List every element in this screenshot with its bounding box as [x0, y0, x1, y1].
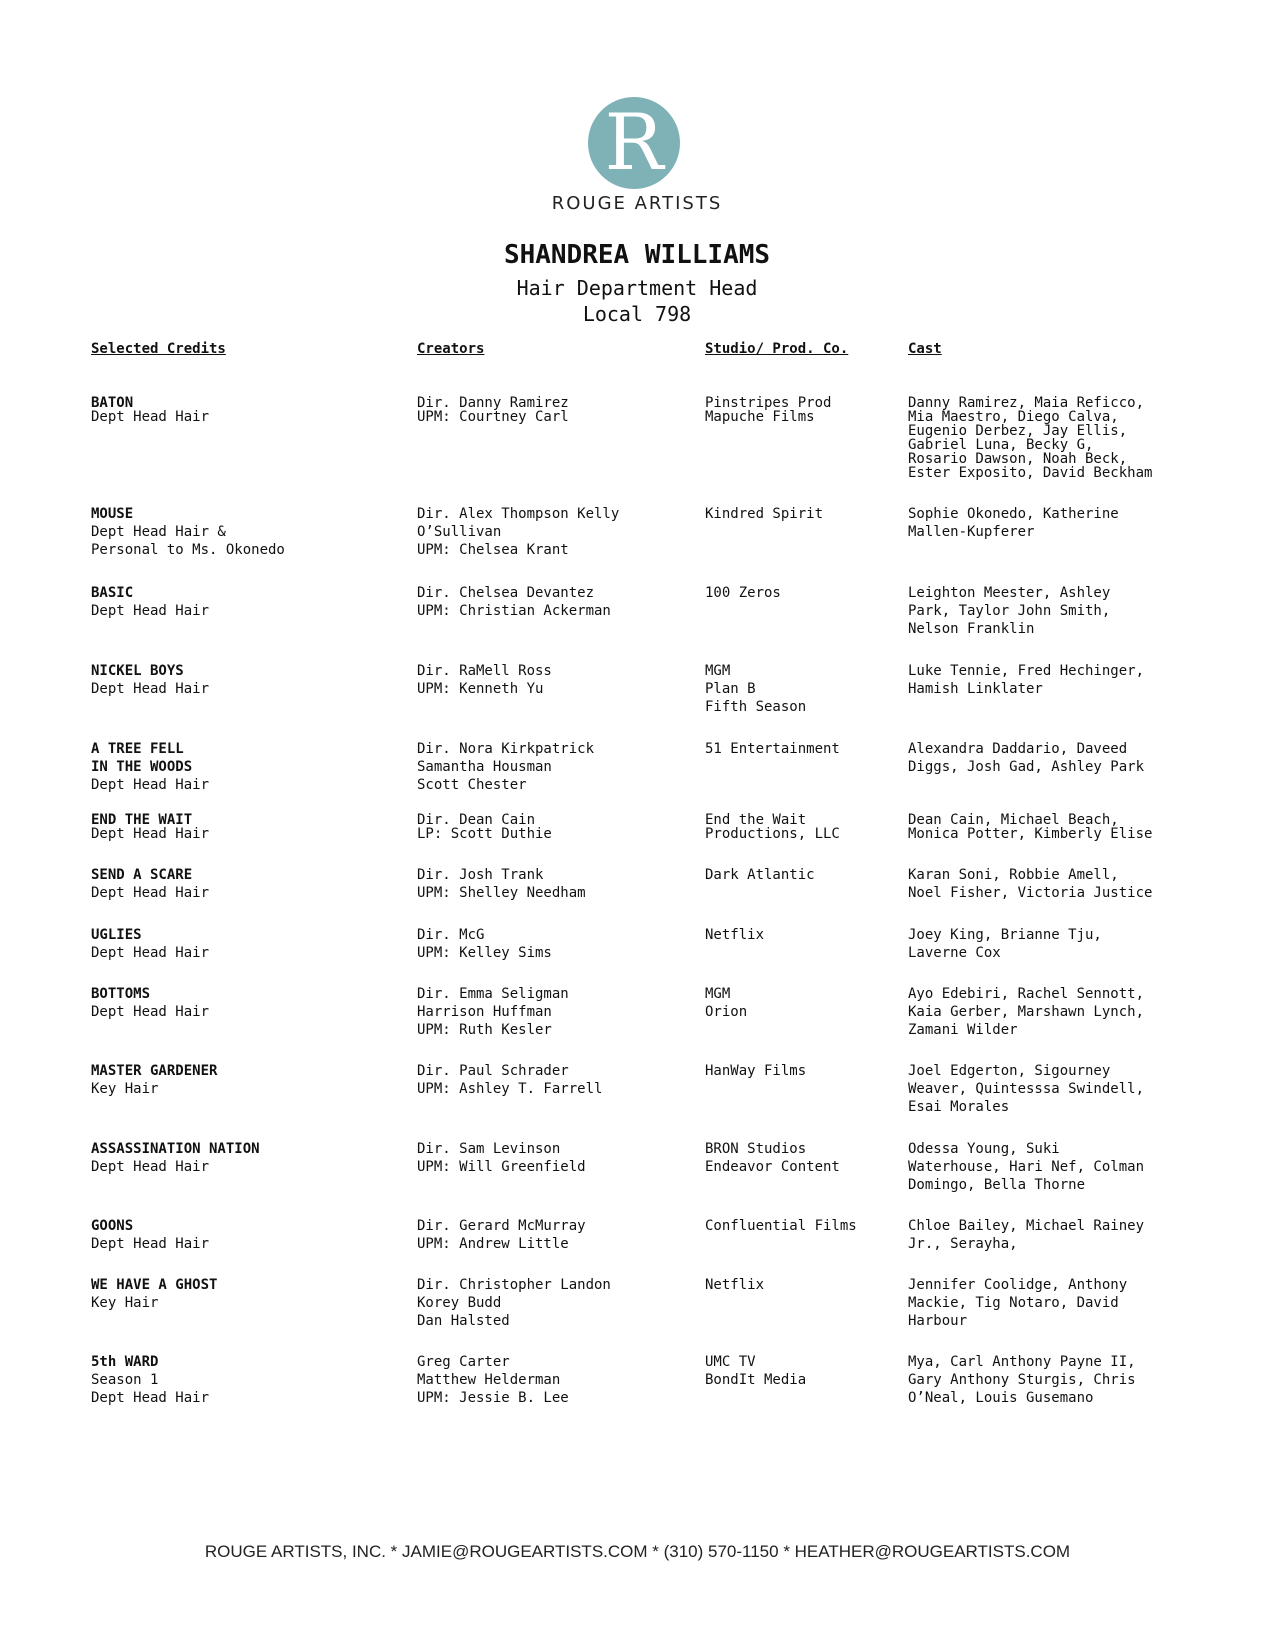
- credit-cast-line: Luke Tennie, Fred Hechinger,: [908, 663, 1145, 679]
- credit-cast-cell: [908, 1276, 1127, 1330]
- credit-creators-line: UPM: Andrew Little: [417, 1236, 569, 1252]
- credit-studio-line: Dark Atlantic: [705, 867, 815, 883]
- credit-studio-line: HanWay Films: [705, 1063, 807, 1079]
- credit-creators-line: Dir. Emma Seligman: [417, 986, 569, 1002]
- credit-studio-cell: [705, 1062, 806, 1080]
- artist-subtitle: [337, 275, 937, 327]
- credit-title: BATON: [91, 395, 134, 411]
- credit-role: Dept Head Hair &: [91, 524, 226, 540]
- credit-title: WE HAVE A GHOST: [91, 1277, 218, 1293]
- credit-studio-line: Endeavor Content: [705, 1159, 840, 1175]
- credit-role: Dept Head Hair: [91, 603, 210, 619]
- credit-creators-line: Korey Budd: [417, 1295, 502, 1311]
- credit-creators-line: Scott Chester: [417, 777, 527, 793]
- credit-creators-cell: [417, 1062, 602, 1098]
- credit-cast-line: Gary Anthony Sturgis, Chris: [908, 1372, 1136, 1388]
- credit-studio-cell: [705, 813, 840, 841]
- credit-studio-line: BRON Studios: [705, 1141, 807, 1157]
- credit-studio-line: MGM: [705, 663, 731, 679]
- credit-cast-line: Odessa Young, Suki: [908, 1141, 1060, 1157]
- credit-title-cell: [91, 662, 209, 698]
- credit-creators-line: Dir. Chelsea Devantez: [417, 585, 595, 601]
- credit-creators-cell: [417, 1217, 586, 1253]
- credit-creators-line: LP: Scott Duthie: [417, 826, 552, 842]
- credit-role: Dept Head Hair: [91, 681, 210, 697]
- artist-name: SHANDREA WILLIAMS: [503, 240, 771, 270]
- credit-studio-cell: [705, 662, 806, 716]
- credit-creators-line: Dir. Josh Trank: [417, 867, 544, 883]
- credit-cast-line: Domingo, Bella Thorne: [908, 1177, 1086, 1193]
- credit-studio-line: End the Wait: [705, 812, 807, 828]
- rouge-artists-logo: [588, 97, 680, 189]
- credit-cast-line: Alexandra Daddario, Daveed: [908, 741, 1128, 757]
- credit-title-cell: [91, 813, 209, 841]
- credit-cast-line: Noel Fisher, Victoria Justice: [908, 885, 1153, 901]
- credit-title: UGLIES: [91, 927, 142, 943]
- credit-cast-line: Eugenio Derbez, Jay Ellis,: [908, 423, 1128, 439]
- credit-creators-line: Dir. Danny Ramirez: [417, 395, 569, 411]
- credit-title: A TREE FELL: [91, 741, 184, 757]
- credit-cast-cell: [908, 662, 1144, 698]
- credit-creators-cell: [417, 740, 594, 794]
- credit-studio-cell: [705, 1276, 764, 1294]
- credit-title: MASTER GARDENER: [91, 1063, 218, 1079]
- credit-cast-line: Diggs, Josh Gad, Ashley Park: [908, 759, 1145, 775]
- credit-studio-line: BondIt Media: [705, 1372, 807, 1388]
- credit-cast-line: Dean Cain, Michael Beach,: [908, 812, 1119, 828]
- logo-letter: R: [604, 98, 664, 188]
- contact-footer: ROUGE ARTISTS, INC. * JAMIE@ROUGEARTISTS.COM * (310) 570-1150 * HEATHER@ROUGEARTISTS.COM: [204, 1542, 1071, 1561]
- credit-cast-line: Waterhouse, Hari Nef, Colman: [908, 1159, 1145, 1175]
- credit-cast-line: Mallen-Kupferer: [908, 524, 1035, 540]
- credit-studio-cell: [705, 1140, 840, 1176]
- credit-cast-line: Mackie, Tig Notaro, David: [908, 1295, 1119, 1311]
- credit-studio-cell: [705, 866, 815, 884]
- credit-creators-line: Dir. McG: [417, 927, 485, 943]
- credit-title: ASSASSINATION NATION: [91, 1141, 260, 1157]
- credit-cast-line: Zamani Wilder: [908, 1022, 1018, 1038]
- credit-cast-line: Hamish Linklater: [908, 681, 1043, 697]
- credit-cast-line: Jr., Serayha,: [908, 1236, 1018, 1252]
- credit-cast-line: O’Neal, Louis Gusemano: [908, 1390, 1094, 1406]
- credit-studio-cell: [705, 584, 781, 602]
- credit-cast-line: Joey King, Brianne Tju,: [908, 927, 1102, 943]
- credit-studio-line: Netflix: [705, 1277, 765, 1293]
- credit-title-cell: [91, 1217, 209, 1253]
- credit-studio-line: MGM: [705, 986, 731, 1002]
- credit-creators-line: UPM: Courtney Carl: [417, 409, 569, 425]
- credit-studio-line: Orion: [705, 1004, 748, 1020]
- credit-creators-cell: [417, 1140, 586, 1176]
- credit-cast-line: Harbour: [908, 1313, 968, 1329]
- credit-creators-cell: [417, 662, 552, 698]
- credit-cast-line: Kaia Gerber, Marshawn Lynch,: [908, 1004, 1145, 1020]
- credit-cast-line: Sophie Okonedo, Katherine: [908, 506, 1119, 522]
- credit-cast-cell: [908, 813, 1152, 841]
- credit-creators-line: UPM: Jessie B. Lee: [417, 1390, 569, 1406]
- credit-creators-line: UPM: Shelley Needham: [417, 885, 586, 901]
- credit-cast-line: Ester Exposito, David Beckham: [908, 465, 1153, 481]
- credit-creators-line: UPM: Ashley T. Farrell: [417, 1081, 603, 1097]
- credit-title: MOUSE: [91, 506, 134, 522]
- credit-studio-cell: [705, 1217, 857, 1235]
- credit-creators-cell: [417, 584, 611, 620]
- credit-creators-cell: [417, 926, 552, 962]
- credit-studio-cell: [705, 926, 764, 944]
- credit-creators-cell: [417, 1276, 611, 1330]
- credit-title-cell: [91, 1276, 217, 1312]
- credit-creators-cell: [417, 1353, 569, 1407]
- credit-role: Dept Head Hair: [91, 1159, 210, 1175]
- credit-creators-line: Dir. Paul Schrader: [417, 1063, 569, 1079]
- credit-creators-cell: [417, 985, 569, 1039]
- credit-creators-line: UPM: Will Greenfield: [417, 1159, 586, 1175]
- credit-studio-line: Confluential Films: [705, 1218, 857, 1234]
- credit-title: BASIC: [91, 585, 134, 601]
- credit-creators-cell: [417, 505, 619, 559]
- credit-creators-line: Dir. Alex Thompson Kelly: [417, 506, 620, 522]
- credit-studio-line: Fifth Season: [705, 699, 807, 715]
- credit-studio-cell: [705, 1353, 806, 1389]
- credit-cast-cell: [908, 866, 1152, 902]
- credit-cast-cell: [908, 396, 1152, 480]
- credit-cast-cell: [908, 1140, 1144, 1194]
- artist-union: Local 798: [582, 302, 692, 326]
- credit-role: Key Hair: [91, 1295, 159, 1311]
- credit-creators-line: UPM: Ruth Kesler: [417, 1022, 552, 1038]
- credit-cast-line: Danny Ramirez, Maia Reficco,: [908, 395, 1145, 411]
- credit-cast-line: Ayo Edebiri, Rachel Sennott,: [908, 986, 1145, 1002]
- credit-studio-line: Plan B: [705, 681, 756, 697]
- credit-title-cell: [91, 584, 209, 620]
- credit-cast-cell: [908, 926, 1102, 962]
- credit-role: Key Hair: [91, 1081, 159, 1097]
- credit-creators-line: UPM: Chelsea Krant: [417, 542, 569, 558]
- credit-creators-line: Dir. RaMell Ross: [417, 663, 552, 679]
- credit-role: Season 1: [91, 1372, 159, 1388]
- brand-name: ROUGE ARTISTS: [551, 193, 723, 214]
- credit-title-cell: [91, 505, 285, 559]
- credit-studio-line: Netflix: [705, 927, 765, 943]
- credit-creators-line: UPM: Kelley Sims: [417, 945, 552, 961]
- credit-creators-line: Samantha Housman: [417, 759, 552, 775]
- credit-cast-line: Monica Potter, Kimberly Elise: [908, 826, 1153, 842]
- credit-studio-line: Productions, LLC: [705, 826, 840, 842]
- credit-title: 5th WARD: [91, 1354, 159, 1370]
- credit-cast-line: Chloe Bailey, Michael Rainey: [908, 1218, 1145, 1234]
- credit-creators-line: Dir. Sam Levinson: [417, 1141, 561, 1157]
- credit-creators-line: UPM: Christian Ackerman: [417, 603, 611, 619]
- credit-title: BOTTOMS: [91, 986, 151, 1002]
- credit-title-cell: [91, 985, 209, 1021]
- credit-creators-cell: [417, 396, 569, 424]
- header-selected-credits: Selected Credits: [91, 341, 226, 357]
- credit-title: IN THE WOODS: [91, 759, 193, 775]
- credit-studio-line: Pinstripes Prod: [705, 395, 832, 411]
- credit-title-cell: [91, 740, 209, 794]
- credit-creators-line: Matthew Helderman: [417, 1372, 561, 1388]
- credit-creators-line: Harrison Huffman: [417, 1004, 552, 1020]
- credit-cast-cell: [908, 505, 1119, 541]
- credit-role: Dept Head Hair: [91, 777, 210, 793]
- credit-studio-cell: [705, 505, 823, 523]
- credit-cast-line: Esai Morales: [908, 1099, 1010, 1115]
- credit-role: Dept Head Hair: [91, 885, 210, 901]
- credit-cast-line: Joel Edgerton, Sigourney: [908, 1063, 1111, 1079]
- credit-studio-cell: [705, 740, 840, 758]
- credit-studio-line: UMC TV: [705, 1354, 756, 1370]
- credit-cast-line: Leighton Meester, Ashley: [908, 585, 1111, 601]
- credit-creators-line: Dir. Nora Kirkpatrick: [417, 741, 595, 757]
- credit-creators-cell: [417, 866, 586, 902]
- credit-role: Dept Head Hair: [91, 1236, 210, 1252]
- credit-creators-line: Dir. Gerard McMurray: [417, 1218, 586, 1234]
- credit-title-cell: [91, 396, 209, 424]
- credit-role: Personal to Ms. Okonedo: [91, 542, 285, 558]
- credit-title-cell: [91, 1062, 217, 1098]
- credit-cast-line: Nelson Franklin: [908, 621, 1035, 637]
- credit-creators-line: O’Sullivan: [417, 524, 502, 540]
- header-creators: Creators: [417, 341, 485, 357]
- credit-cast-line: Karan Soni, Robbie Amell,: [908, 867, 1119, 883]
- credit-creators-line: UPM: Kenneth Yu: [417, 681, 544, 697]
- credit-studio-line: 100 Zeros: [705, 585, 781, 601]
- credit-title: NICKEL BOYS: [91, 663, 184, 679]
- credit-creators-line: Dir. Christopher Landon: [417, 1277, 611, 1293]
- header-studio: Studio/ Prod. Co.: [705, 341, 849, 357]
- credit-studio-line: Mapuche Films: [705, 409, 815, 425]
- credit-creators-cell: [417, 813, 552, 841]
- credit-role: Dept Head Hair: [91, 1390, 210, 1406]
- credit-role: Dept Head Hair: [91, 1004, 210, 1020]
- credit-cast-line: Jennifer Coolidge, Anthony: [908, 1277, 1128, 1293]
- credit-title: END THE WAIT: [91, 812, 193, 828]
- credit-cast-cell: [908, 1353, 1136, 1407]
- credit-cast-cell: [908, 1217, 1144, 1253]
- credit-title: SEND A SCARE: [91, 867, 193, 883]
- credit-cast-line: Park, Taylor John Smith,: [908, 603, 1111, 619]
- credit-title-cell: [91, 1140, 260, 1176]
- credit-cast-line: Weaver, Quintesssa Swindell,: [908, 1081, 1145, 1097]
- artist-role: Hair Department Head: [516, 276, 758, 300]
- credit-studio-line: Kindred Spirit: [705, 506, 824, 522]
- credit-cast-line: Gabriel Luna, Becky G,: [908, 437, 1094, 453]
- credit-title-cell: [91, 926, 209, 962]
- credit-cast-cell: [908, 740, 1144, 776]
- credit-studio-cell: [705, 985, 747, 1021]
- credit-creators-line: Dir. Dean Cain: [417, 812, 536, 828]
- credit-studio-cell: [705, 396, 831, 424]
- credit-cast-cell: [908, 1062, 1144, 1116]
- credit-cast-cell: [908, 584, 1110, 638]
- credit-role: Dept Head Hair: [91, 826, 210, 842]
- credit-cast-line: Mia Maestro, Diego Calva,: [908, 409, 1119, 425]
- credit-title-cell: [91, 1353, 209, 1407]
- credit-creators-line: Greg Carter: [417, 1354, 510, 1370]
- credit-creators-line: Dan Halsted: [417, 1313, 510, 1329]
- credit-cast-line: Laverne Cox: [908, 945, 1001, 961]
- header-cast: Cast: [908, 341, 942, 357]
- credit-role: Dept Head Hair: [91, 945, 210, 961]
- credit-cast-cell: [908, 985, 1144, 1039]
- credit-role: Dept Head Hair: [91, 409, 210, 425]
- credit-cast-line: Rosario Dawson, Noah Beck,: [908, 451, 1128, 467]
- credit-cast-line: Mya, Carl Anthony Payne II,: [908, 1354, 1136, 1370]
- credit-title-cell: [91, 866, 209, 902]
- credit-studio-line: 51 Entertainment: [705, 741, 840, 757]
- credit-title: GOONS: [91, 1218, 134, 1234]
